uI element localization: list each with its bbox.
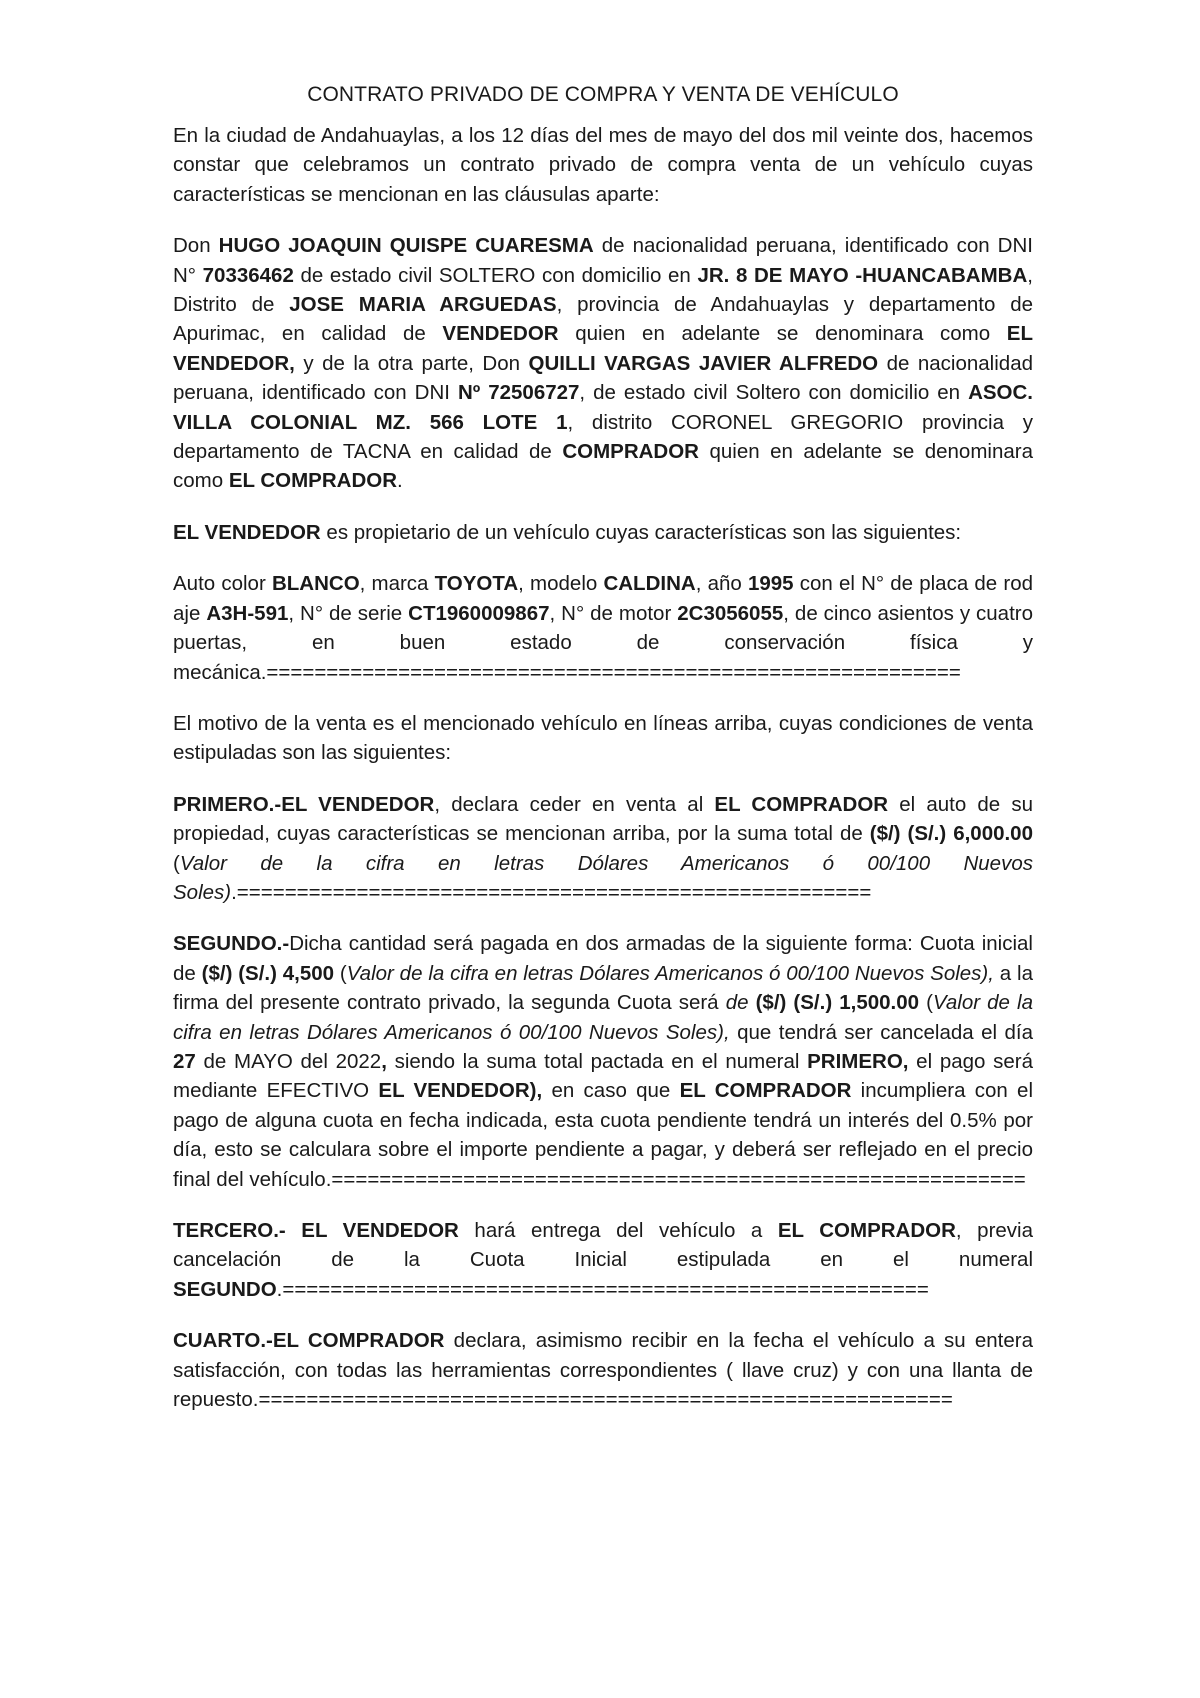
- clause-reference: PRIMERO,: [807, 1049, 909, 1073]
- text-run: en caso que: [542, 1079, 680, 1103]
- buyer-alias: EL COMPRADOR: [714, 792, 889, 816]
- text-run: quien en adelante se denominara como: [173, 440, 1033, 493]
- text-run: , de cinco asientos y cuatro puertas, en buen estado de conservación física y mecánica.==========================================================: [173, 601, 1034, 684]
- buyer-address: ASOC. VILLA COLONIAL MZ. 566 LOTE 1: [173, 381, 1033, 434]
- text-run: de nacionalidad peruana, identificado con DNI N°: [173, 234, 1033, 287]
- text-run: , previa cancelación de la Cuota Inicial estipulada en el numeral: [173, 1219, 1034, 1272]
- clause-cuarto: [173, 1326, 1033, 1414]
- text-run: de: [725, 991, 749, 1015]
- buyer-alias: EL COMPRADOR: [777, 1219, 956, 1242]
- initial-payment: ($/) (S/.) 4,500: [201, 961, 335, 985]
- clause-heading: CUARTO.-EL COMPRADOR: [173, 1329, 445, 1353]
- text-run: de MAYO del 2022: [195, 1049, 382, 1073]
- text-run: declara, asimismo recibir en la fecha el vehículo a su entera satisfacción, con todas las herramientas correspondientes ( llave cruz) y con una llanta de repuesto.==========================================================: [173, 1329, 1033, 1412]
- text-run: incumpliera con el pago de alguna cuota en fecha indicada, esta cuota pendiente tendrá un interés del 0.5% por día, esto se calculara sobre el importe pendiente a pagar, y deberá ser reflejado en el precio final del vehículo.==========================================================: [173, 1079, 1034, 1191]
- vehicle-year: 1995: [747, 572, 794, 596]
- clause-heading: TERCERO.- EL VENDEDOR: [173, 1219, 459, 1242]
- paragraph-owner: [173, 518, 1033, 547]
- text-run: (: [919, 991, 933, 1015]
- clause-primero: [173, 790, 1033, 908]
- clause-heading: SEGUNDO.-: [173, 932, 290, 956]
- total-amount: ($/) (S/.) 6,000.00: [869, 822, 1033, 846]
- text-run: .: [397, 469, 403, 493]
- amount-in-words: Valor de la cifra en letras Dólares Americanos ó 00/100 Nuevos Soles),: [346, 961, 994, 985]
- buyer-role: COMPRADOR: [562, 440, 699, 464]
- amount-in-words: Valor de la cifra en letras Dólares Americanos ó 00/100 Nuevos Soles),: [173, 991, 1033, 1044]
- text-run: Auto color: [173, 572, 272, 596]
- text-run: , de estado civil Soltero con domicilio en: [579, 381, 969, 405]
- seller-alias: EL VENDEDOR),: [378, 1079, 543, 1103]
- text-run: Dicha cantidad será pagada en dos armadas de la siguiente forma: Cuota inicial de: [173, 932, 1033, 985]
- buyer-alias: EL COMPRADOR: [228, 469, 398, 493]
- text-run: es propietario de un vehículo cuyas características son las siguientes:: [320, 520, 962, 544]
- text-run: (: [334, 961, 347, 985]
- intro-text: En la ciudad de Andahuaylas, a los 12 días del mes de mayo del dos mil veinte dos, hacemos constar que celebramos un contrato privado de compra venta de un vehículo cuyas características se mencionan en las cláusulas aparte:: [173, 124, 1033, 206]
- text-run: quien en adelante se denominara como: [558, 322, 1007, 346]
- text-run: siendo la suma total pactada en el numeral: [386, 1049, 808, 1073]
- clause-reference: SEGUNDO: [173, 1277, 277, 1301]
- text-run: .======================================================: [276, 1277, 929, 1301]
- vehicle-brand: TOYOTA: [434, 572, 519, 596]
- text-run: de nacionalidad peruana, identificado con DNI: [173, 351, 1033, 405]
- text-run: , provincia de Andahuaylas y departamento de Apurimac, en calidad de: [173, 293, 1033, 346]
- buyer-name: QUILLI VARGAS JAVIER ALFREDO: [528, 351, 879, 375]
- paragraph-intro: [173, 121, 1033, 209]
- seller-alias: EL VENDEDOR,: [173, 322, 1033, 375]
- text-run: hará entrega del vehículo a: [458, 1219, 778, 1242]
- text-run: , marca: [359, 572, 435, 596]
- paragraph-parties: [173, 231, 1033, 496]
- clause-segundo: [173, 929, 1033, 1194]
- clause-heading: PRIMERO.-EL VENDEDOR: [173, 792, 435, 816]
- text-run: (: [173, 851, 180, 875]
- seller-district: JOSE MARIA ARGUEDAS: [289, 293, 557, 317]
- text-run: , año: [695, 572, 748, 596]
- text-run: .=====================================================: [231, 880, 872, 904]
- text-run: ,: [381, 1049, 387, 1073]
- due-day: 27: [173, 1049, 196, 1073]
- paragraph-motive: [173, 709, 1033, 768]
- seller-alias: EL VENDEDOR: [173, 520, 321, 544]
- text-run: el auto de su propiedad, cuyas características se mencionan arriba, por la suma total de: [173, 792, 1034, 846]
- text-run: , N° de serie: [288, 601, 409, 625]
- motive-text: El motivo de la venta es el mencionado vehículo en líneas arriba, cuyas condiciones de venta estipuladas son las siguientes:: [173, 711, 1033, 765]
- vehicle-serial: CT1960009867: [408, 601, 550, 625]
- text-run: , Distrito de: [173, 263, 1033, 317]
- text-run: a la firma del presente contrato privado, la segunda Cuota será: [173, 961, 1033, 1015]
- text-run: [749, 991, 756, 1014]
- clause-tercero: [173, 1216, 1033, 1304]
- seller-dni: 70336462: [202, 263, 294, 287]
- text-run: con el N° de placa de rodaje: [173, 572, 1034, 625]
- seller-role: VENDEDOR: [442, 322, 559, 346]
- text-run: , N° de motor: [549, 601, 678, 625]
- second-payment: ($/) (S/.) 1,500.00: [755, 991, 920, 1015]
- seller-name: HUGO JOAQUIN QUISPE CUARESMA: [218, 234, 594, 258]
- text-run: de estado civil SOLTERO con domicilio en: [293, 263, 698, 287]
- text-run: , declara ceder en venta al: [434, 792, 715, 816]
- vehicle-plate: A3H-591: [206, 601, 289, 625]
- text-run: Don: [173, 234, 219, 258]
- text-run: el pago será mediante EFECTIVO: [173, 1049, 1033, 1103]
- vehicle-model: CALDINA: [603, 572, 696, 596]
- document-title: CONTRATO PRIVADO DE COMPRA Y VENTA DE VEHÍCULO: [307, 83, 899, 106]
- buyer-dni: Nº 72506727: [457, 381, 580, 405]
- text-run: , modelo: [518, 572, 604, 596]
- seller-address: JR. 8 DE MAYO -HUANCABAMBA: [697, 263, 1028, 287]
- paragraph-vehicle: [173, 569, 1033, 687]
- text-run: que tendrá ser cancelada el día: [729, 1020, 1034, 1044]
- buyer-alias: EL COMPRADOR: [679, 1079, 852, 1103]
- vehicle-engine: 2C3056055: [677, 601, 784, 625]
- amount-in-words: Valor de la cifra en letras Dólares Americanos ó 00/100 Nuevos Soles): [173, 851, 1033, 904]
- text-run: y de la otra parte, Don: [294, 351, 529, 375]
- vehicle-color: BLANCO: [271, 572, 360, 596]
- contract-page: [173, 80, 1033, 1436]
- text-run: , distrito CORONEL GREGORIO provincia y departamento de TACNA en calidad de: [173, 410, 1033, 464]
